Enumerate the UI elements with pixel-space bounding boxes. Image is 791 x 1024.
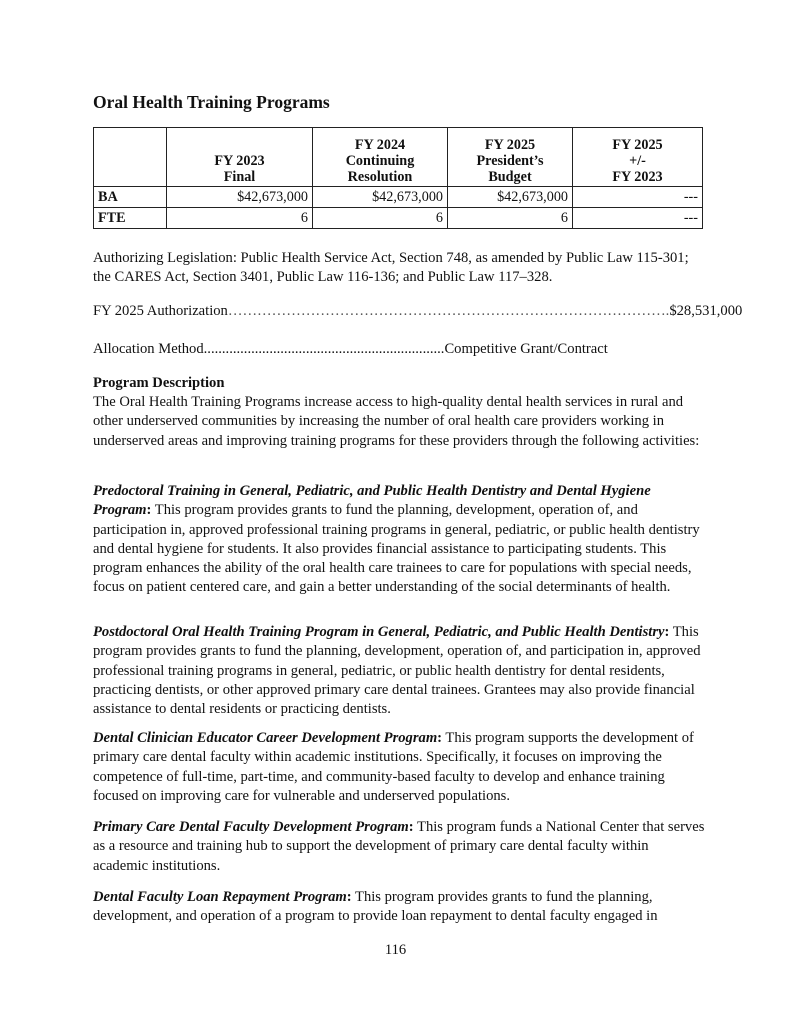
allocation-line	[93, 340, 705, 359]
table-header-difference	[573, 128, 703, 187]
header-line: President’s	[476, 153, 544, 169]
program-paragraph	[93, 888, 705, 927]
header-line: Final	[223, 169, 256, 185]
allocation-value: Competitive Grant/Contract	[444, 341, 608, 357]
authorization-value: $28,531,000	[669, 303, 743, 319]
row-label-fte: FTE	[94, 208, 167, 229]
table-cell: 6	[313, 208, 448, 229]
header-line: +/-	[629, 153, 646, 169]
table-cell: 6	[167, 208, 313, 229]
table-header-fy2025	[448, 128, 573, 187]
header-line: Continuing	[345, 153, 415, 169]
program-name: Postdoctoral Oral Health Training Program in General, Pediatric, and Public Health Dentistry	[93, 624, 665, 640]
program-name: Primary Care Dental Faculty Development Program	[93, 819, 409, 835]
program-name: Dental Clinician Educator Career Development Program	[93, 730, 438, 746]
colon: :	[437, 730, 443, 746]
header-line: Budget	[488, 169, 532, 185]
program-paragraph	[93, 623, 705, 719]
colon: :	[346, 889, 352, 905]
row-label-ba: BA	[94, 187, 167, 208]
leader-dots: ……………………………………………………………………………….	[227, 303, 670, 319]
table-cell: $42,673,000	[167, 187, 313, 208]
table-header-empty	[94, 128, 167, 187]
table-cell: 6	[448, 208, 573, 229]
table-cell: $42,673,000	[313, 187, 448, 208]
program-paragraph	[93, 482, 705, 598]
allocation-label: Allocation Method	[93, 341, 204, 357]
page-title: Oral Health Training Programs	[93, 92, 330, 112]
table-header-row	[94, 128, 703, 187]
colon: :	[146, 502, 152, 519]
header-line: FY 2025	[484, 137, 536, 153]
budget-table	[93, 127, 703, 229]
header-line: FY 2023	[612, 169, 663, 185]
colon: :	[408, 819, 414, 835]
table-row	[94, 187, 703, 208]
authorization-line	[93, 302, 743, 321]
program-text: This program provides grants to fund the planning, development, and operation of a program to provide loan repayment to dental faculty engaged in	[93, 889, 658, 925]
colon: :	[664, 624, 670, 640]
header-line: Resolution	[347, 169, 413, 185]
authorization-label: FY 2025 Authorization	[93, 303, 228, 319]
header-line: FY 2023	[214, 153, 265, 169]
program-paragraph	[93, 729, 705, 806]
table-cell: ---	[573, 208, 703, 229]
page-number: 116	[384, 942, 407, 958]
program-text: This program provides grants to fund the planning, development, operation of, and participation in, approved professional training programs in general, pediatric, or public health dentistry and dental hygiene for students. It also provides financial assistance to participating students. This program enhances the ability of the oral health care trainees to care for populations with special needs, focus on patient centered care, and gain a better understanding of the social determinants of health.	[93, 502, 700, 596]
program-name: Predoctoral Training in General, Pediatric, and Public Health Dentistry and Dental Hygiene Program	[93, 483, 651, 519]
authorizing-legislation: Authorizing Legislation: Public Health Service Act, Section 748, as amended by Public Law 115-301; the CARES Act, Section 3401, Public Law 116-136; and Public Law 117–328.	[93, 250, 689, 286]
leader-dots: ..................................................................	[203, 341, 445, 357]
program-paragraph	[93, 818, 705, 876]
program-description-text: The Oral Health Training Programs increase access to high-quality dental health services in rural and other underserved communities by increasing the number of oral health care providers working in underserved areas and improving training programs for these providers through the following activities:	[93, 394, 700, 449]
program-text: This program funds a National Center that serves as a resource and training hub to support the development of primary care dental faculty within academic institutions.	[93, 819, 705, 874]
program-name: Dental Faculty Loan Repayment Program	[93, 889, 347, 905]
table-cell: $42,673,000	[448, 187, 573, 208]
table-header-fy2023	[167, 128, 313, 187]
table-header-fy2024	[313, 128, 448, 187]
program-text: This program provides grants to fund the planning, development, operation of, and participation in, approved professional training programs in general, pediatric, or public health dentistry for dental residents, practicing dentists, or other approved primary care dental trainees. Grantees may also provide financial assistance to dental residents or practicing dentists.	[93, 624, 701, 718]
section-heading: Program Description	[93, 375, 225, 391]
header-line: FY 2025	[612, 137, 663, 153]
table-row	[94, 208, 703, 229]
program-text: This program supports the development of primary care dental faculty within academic institutions. Specifically, it focuses on improving the competence of full-time, part-time, and community-based faculty to develop and enhance training focused on improving care for vulnerable and underserved populations.	[93, 730, 694, 804]
table-cell: ---	[573, 187, 703, 208]
header-line: FY 2024	[354, 137, 406, 153]
